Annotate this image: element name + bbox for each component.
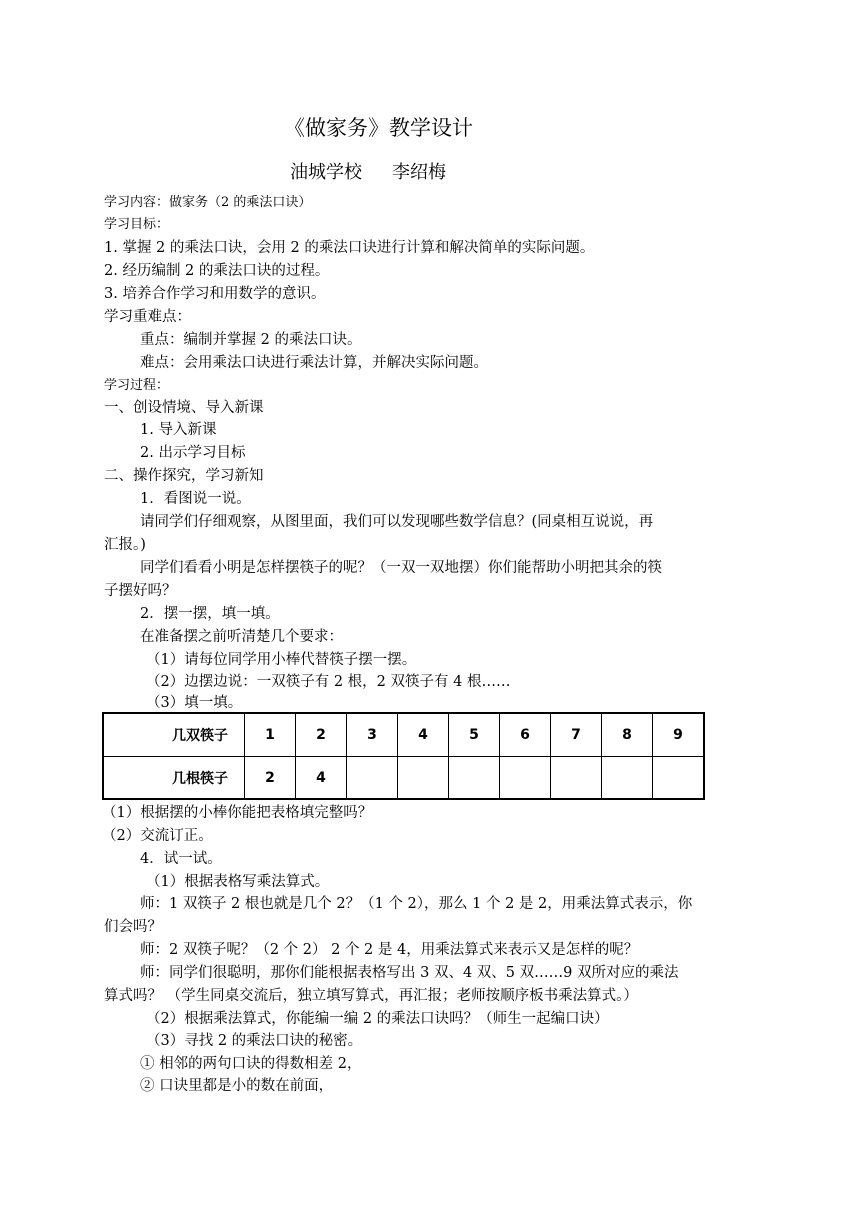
table-cell: 9 — [653, 713, 705, 757]
line-requirement-1: （1）请每位同学用小棒代替筷子摆一摆。 — [146, 652, 417, 668]
table-row-label: 几根筷子 — [103, 757, 245, 800]
line-sub-2: （2）根据乘法算式，你能编一编 2 的乘法口诀吗？（师生一起编口诀） — [146, 1011, 609, 1027]
line-goal-3: 3. 培养合作学习和用数学的意识。 — [104, 286, 326, 302]
table-cell — [449, 757, 500, 800]
line-requirement-3: （3）填一填。 — [146, 695, 243, 711]
table-cell: 2 — [296, 713, 347, 757]
line-process-heading: 学习过程： — [104, 378, 170, 393]
line-step-1: 1．看图说一说。 — [140, 491, 251, 507]
author-name: 李绍梅 — [392, 162, 446, 183]
line-goals-heading: 学习目标： — [104, 217, 170, 232]
table-cell: 7 — [551, 713, 602, 757]
line-section-1-item-1: 1. 导入新课 — [140, 422, 217, 438]
line-step-2: 2．摆一摆，填一填。 — [140, 606, 280, 622]
table-cell — [398, 757, 449, 800]
table-cell: 4 — [296, 757, 347, 800]
author-line — [290, 158, 446, 184]
author-school: 油城学校 — [290, 162, 362, 183]
line-table-check: （2）交流订正。 — [102, 828, 213, 844]
line-paragraph: 师：同学们很聪明，那你们能根据表格写出 3 双、4 双、5 双……9 双所对应的乘法 — [140, 965, 679, 981]
line-paragraph: 师：2 双筷子呢？（2 个 2） 2 个 2 是 4，用乘法算式来表示又是怎样的呢？ — [140, 942, 639, 958]
line-goal-1: 1. 掌握 2 的乘法口诀，会用 2 的乘法口诀进行计算和解决简单的实际问题。 — [104, 240, 595, 256]
line-paragraph: 们会吗？ — [104, 919, 162, 935]
table-row — [103, 713, 704, 757]
line-requirements: 在准备摆之前听清楚几个要求： — [140, 629, 343, 645]
line-secret-2: ② 口诀里都是小的数在前面， — [140, 1078, 334, 1094]
line-step-4: 4．试一试。 — [140, 851, 222, 867]
line-paragraph: 同学们看看小明是怎样摆筷子的呢？（一双一双地摆）你们能帮助小明把其余的筷 — [140, 560, 662, 576]
table-cell — [347, 757, 398, 800]
line-secret-1: ① 相邻的两句口诀的得数相差 2， — [140, 1056, 362, 1072]
table-cell: 4 — [398, 713, 449, 757]
line-goal-2: 2. 经历编制 2 的乘法口诀的过程。 — [104, 263, 330, 279]
line-sub-3: （3）寻找 2 的乘法口诀的秘密。 — [146, 1033, 363, 1049]
table-cell: 8 — [602, 713, 653, 757]
line-section-1-item-2: 2. 出示学习目标 — [140, 445, 246, 461]
table-cell — [602, 757, 653, 800]
line-requirement-2: （2）边摆边说：一双筷子有 2 根，2 双筷子有 4 根…… — [146, 674, 511, 690]
line-sub-1: （1）根据表格写乘法算式。 — [146, 874, 330, 890]
table-cell: 6 — [500, 713, 551, 757]
line-table-question: （1）根据摆的小棒你能把表格填完整吗？ — [102, 805, 373, 821]
line-paragraph: 汇报。) — [104, 537, 146, 553]
table-cell — [653, 757, 705, 800]
table-cell — [500, 757, 551, 800]
chopsticks-table — [102, 712, 705, 800]
table-cell: 1 — [245, 713, 296, 757]
line-section-1: 一、创设情境、导入新课 — [104, 400, 264, 416]
line-paragraph: 请同学们仔细观察，从图里面，我们可以发现哪些数学信息？(同桌相互说说，再 — [140, 514, 654, 530]
table-row-label: 几双筷子 — [103, 713, 245, 757]
table-cell: 2 — [245, 757, 296, 800]
line-key-point: 重点：编制并掌握 2 的乘法口诀。 — [140, 332, 362, 348]
line-difficult-point: 难点：会用乘法口诀进行乘法计算，并解决实际问题。 — [140, 355, 488, 371]
table-cell: 3 — [347, 713, 398, 757]
line-study-content: 学习内容：做家务（2 的乘法口诀） — [104, 195, 312, 210]
table-row — [103, 757, 704, 800]
line-paragraph: 师：1 双筷子 2 根也就是几个 2？（1 个 2），那么 1 个 2 是 2，用乘法算式表示，你 — [140, 896, 693, 912]
document-title: 《做家务》教学设计 — [284, 116, 473, 140]
line-paragraph: 子摆好吗？ — [104, 583, 177, 599]
line-section-2: 二、操作探究，学习新知 — [104, 468, 264, 484]
line-paragraph: 算式吗？ （学生同桌交流后，独立填写算式，再汇报；老师按顺序板书乘法算式。） — [104, 988, 638, 1004]
table-cell: 5 — [449, 713, 500, 757]
table-cell — [551, 757, 602, 800]
line-key-points-heading: 学习重难点： — [104, 309, 191, 325]
